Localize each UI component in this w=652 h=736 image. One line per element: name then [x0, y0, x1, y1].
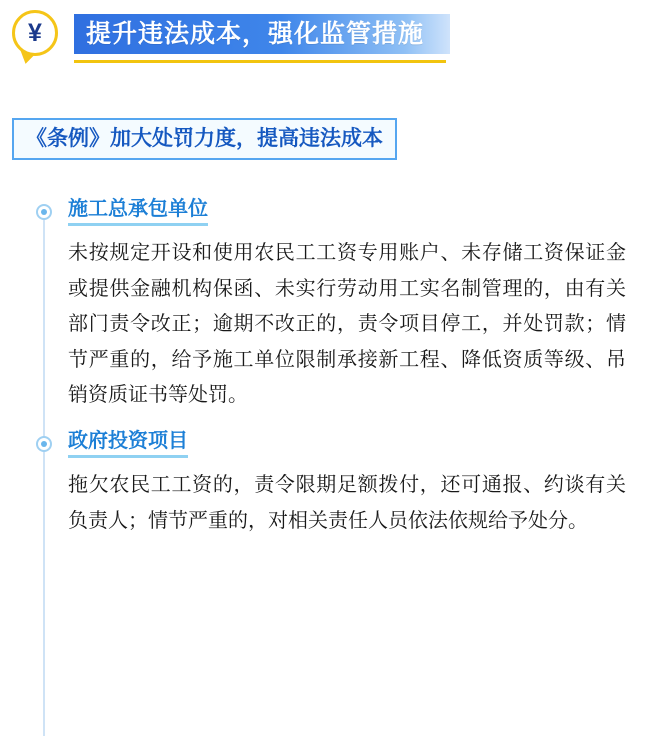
- list-item: [0, 196, 652, 414]
- badge-yen-symbol: ¥: [28, 19, 42, 47]
- page-header: [0, 0, 652, 78]
- yen-coin-icon: [12, 10, 64, 62]
- block-text: 未按规定开设和使用农民工工资专用账户、未存储工资保证金或提供金融机构保函、未实行劳动用工实名制管理的，由有关部门责令改正；逾期不改正的，责令项目停工，并处罚款；情节严重的，给予施工单位限制承接新工程、降低资质等级、吊销资质证书等处罚。: [68, 242, 626, 407]
- timeline-dot-icon: [36, 436, 52, 452]
- section-title-row: [12, 118, 397, 160]
- list-item: [0, 428, 652, 539]
- timeline-dot-icon: [36, 204, 52, 220]
- section-title: 《条例》加大处罚力度，提高违法成本: [12, 118, 397, 160]
- block-heading: 政府投资项目: [68, 428, 188, 458]
- page-title: 提升违法成本，强化监管措施: [74, 14, 450, 55]
- block-heading: 施工总承包单位: [68, 196, 208, 226]
- header-title-banner: [74, 14, 450, 54]
- block-text: 拖欠农民工工资的，责令限期足额拨付，还可通报、约谈有关负责人；情节严重的，对相关责任人员依法依规给予处分。: [68, 473, 626, 532]
- header-underline: [74, 60, 446, 63]
- content-area: [0, 196, 652, 685]
